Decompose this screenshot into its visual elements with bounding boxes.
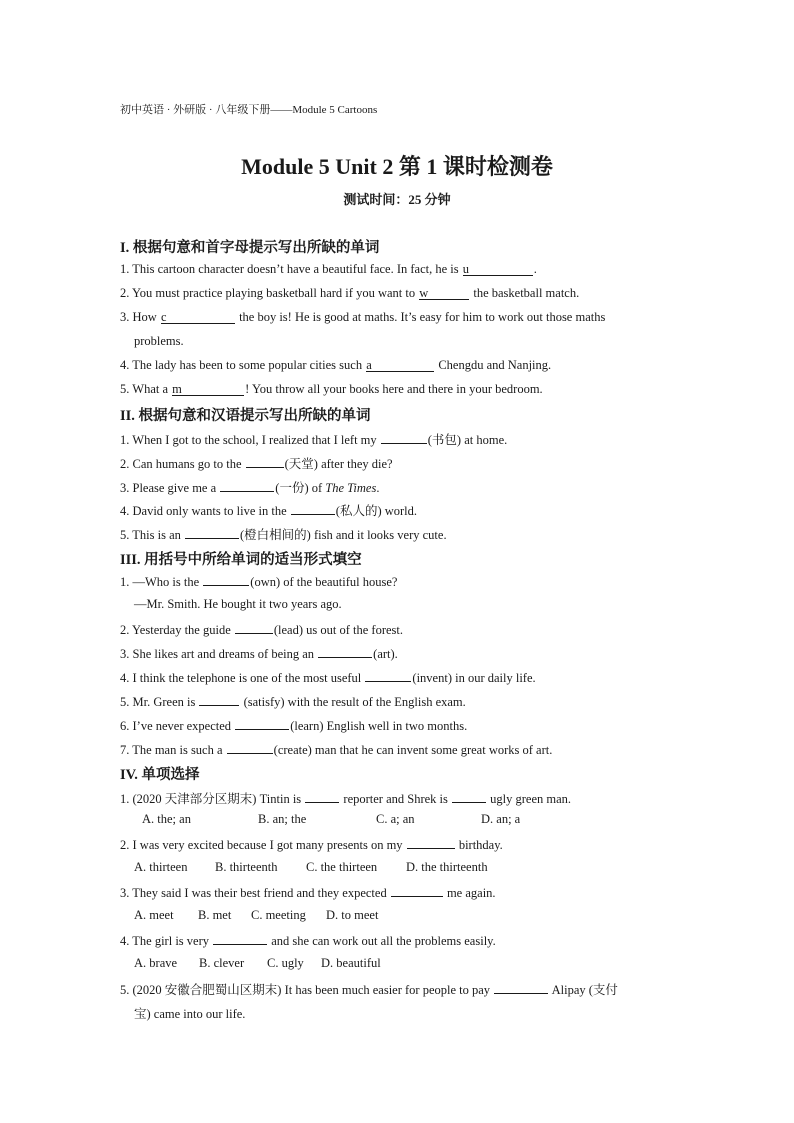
section-3-heading: III. 用括号中所给单词的适当形式填空 — [120, 552, 362, 568]
answer-blank[interactable]: a — [366, 359, 434, 372]
answer-blank[interactable] — [381, 431, 427, 444]
s2-question-4: 4. David only wants to live in the (私人的) world. — [120, 504, 418, 518]
option-d[interactable]: D. beautiful — [321, 956, 381, 970]
page-title: Module 5 Unit 2 第 1 课时检测卷 — [241, 154, 553, 179]
option-d[interactable]: D. the thirteenth — [406, 860, 488, 874]
option-b[interactable]: B. met — [198, 908, 232, 922]
option-c[interactable]: C. a; an — [376, 812, 415, 826]
s1-question-2: 2. You must practice playing basketball hard if you want to w the basketball match. — [120, 286, 580, 300]
s1-question-3: 3. How c the boy is! He is good at maths. It’s easy for him to work out those maths — [120, 310, 606, 324]
s2-question-1: 1. When I got to the school, I realized that I left my (书包) at home. — [120, 433, 508, 447]
s4-question-2: 2. I was very excited because I got many presents on my birthday. — [120, 838, 503, 852]
option-b[interactable]: B. thirteenth — [215, 860, 278, 874]
option-b[interactable]: B. clever — [199, 956, 245, 970]
s3-question-2: 2. Yesterday the guide (lead) us out of the forest. — [120, 623, 404, 637]
answer-blank[interactable] — [235, 621, 273, 634]
answer-blank[interactable] — [494, 981, 548, 994]
section-2-heading: II. 根据句意和汉语提示写出所缺的单词 — [120, 408, 371, 424]
test-duration: 测试时间：25 分钟 — [343, 192, 451, 207]
option-b[interactable]: B. an; the — [258, 812, 307, 826]
s3-question-5: 5. Mr. Green is (satisfy) with the result of the English exam. — [120, 695, 466, 709]
s3-question-1: 1. —Who is the (own) of the beautiful house? — [120, 575, 398, 589]
s3-question-1-reply: —Mr. Smith. He bought it two years ago. — [134, 597, 342, 611]
s4-question-3-options — [134, 908, 378, 923]
answer-blank[interactable] — [318, 645, 372, 658]
course-header: 初中英语 · 外研版 · 八年级下册——Module 5 Cartoons — [120, 104, 378, 116]
s1-question-4: 4. The lady has been to some popular cities such a Chengdu and Nanjing. — [120, 358, 552, 372]
answer-blank[interactable] — [185, 526, 239, 539]
s4-question-3: 3. They said I was their best friend and they expected me again. — [120, 886, 496, 900]
option-a[interactable]: A. brave — [134, 956, 178, 970]
answer-blank[interactable] — [199, 693, 239, 706]
s2-question-3: 3. Please give me a (一份) of The Times. — [120, 481, 380, 495]
option-c[interactable]: C. ugly — [267, 956, 304, 970]
option-c[interactable]: C. meeting — [251, 908, 306, 922]
s4-question-1: 1. (2020 天津部分区期末) Tintin is reporter and Shrek is ugly green man. — [120, 792, 572, 806]
section-1-heading: I. 根据句意和首字母提示写出所缺的单词 — [120, 240, 380, 256]
answer-blank[interactable]: c — [161, 311, 235, 324]
s1-question-1: 1. This cartoon character doesn’t have a beautiful face. In fact, he is u . — [120, 262, 537, 276]
s4-question-5: 5. (2020 安徽合肥蜀山区期末) It has been much easier for people to pay Alipay (支付 — [120, 983, 618, 997]
answer-blank[interactable]: m — [172, 383, 244, 396]
s3-question-4: 4. I think the telephone is one of the most useful (invent) in our daily life. — [120, 671, 536, 685]
answer-blank[interactable] — [291, 502, 335, 515]
answer-blank[interactable] — [407, 836, 455, 849]
answer-blank[interactable] — [365, 669, 411, 682]
answer-blank[interactable] — [213, 932, 267, 945]
answer-blank[interactable]: u — [463, 263, 533, 276]
answer-blank[interactable] — [227, 741, 273, 754]
option-d[interactable]: D. to meet — [326, 908, 379, 922]
answer-blank[interactable] — [220, 479, 274, 492]
option-a[interactable]: A. meet — [134, 908, 174, 922]
answer-blank[interactable] — [246, 455, 284, 468]
s4-question-2-options — [134, 860, 488, 875]
s1-question-3-cont: problems. — [134, 334, 184, 348]
option-a[interactable]: A. thirteen — [134, 860, 188, 874]
s2-question-5: 5. This is an (橙白相间的) fish and it looks very cute. — [120, 528, 447, 542]
answer-blank[interactable] — [203, 573, 249, 586]
s4-question-4-options — [134, 956, 381, 971]
answer-blank[interactable] — [452, 790, 486, 803]
answer-blank[interactable] — [391, 884, 443, 897]
option-d[interactable]: D. an; a — [481, 812, 521, 826]
s4-question-4: 4. The girl is very and she can work out all the problems easily. — [120, 934, 496, 948]
answer-blank[interactable] — [305, 790, 339, 803]
option-c[interactable]: C. the thirteen — [306, 860, 378, 874]
s4-question-5-cont: 宝) came into our life. — [134, 1007, 246, 1021]
s2-question-2: 2. Can humans go to the (天堂) after they die? — [120, 457, 393, 471]
answer-blank[interactable] — [235, 717, 289, 730]
option-a[interactable]: A. the; an — [142, 812, 191, 826]
s1-question-5: 5. What a m ! You throw all your books here and there in your bedroom. — [120, 382, 543, 396]
s3-question-3: 3. She likes art and dreams of being an (art). — [120, 647, 398, 661]
s3-question-7: 7. The man is such a (create) man that he can invent some great works of art. — [120, 743, 553, 757]
answer-blank[interactable]: w — [419, 287, 469, 300]
s3-question-6: 6. I’ve never expected (learn) English well in two months. — [120, 719, 468, 733]
section-4-heading: IV. 单项选择 — [120, 767, 200, 783]
s4-question-1-options — [142, 812, 520, 827]
